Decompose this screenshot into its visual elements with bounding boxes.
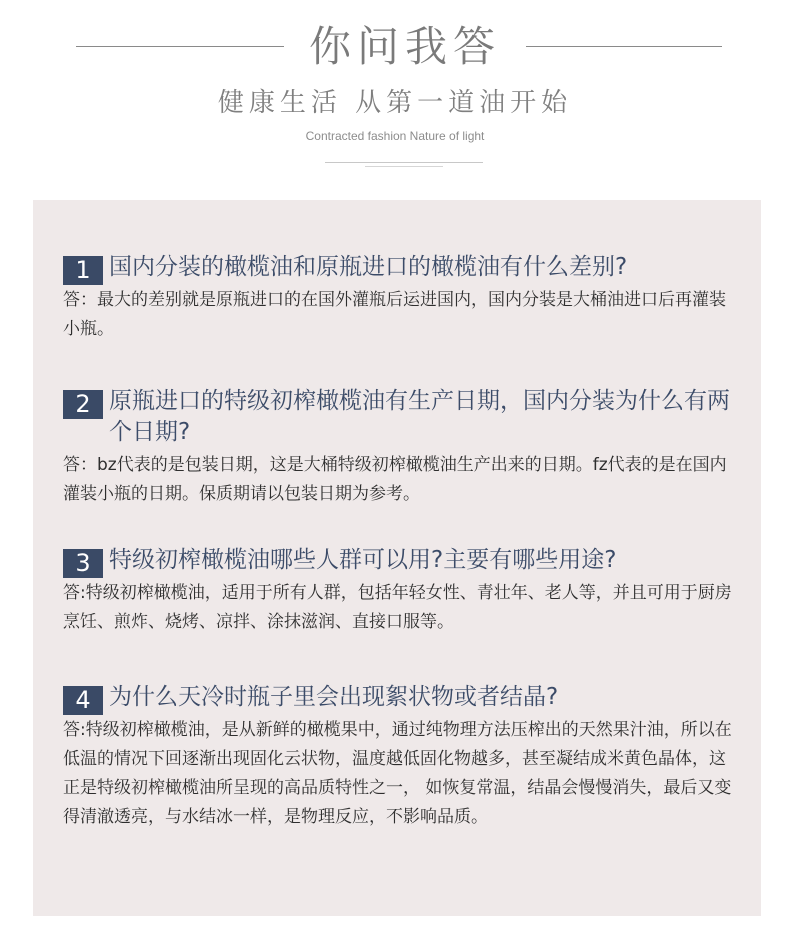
- question-text: 国内分装的橄榄油和原瓶进口的橄榄油有什么差别?: [109, 254, 628, 280]
- question-heading: [63, 252, 733, 283]
- question-number-badge: 1: [63, 256, 103, 285]
- page-subtitle-english: Contracted fashion Nature of light: [305, 129, 485, 143]
- question-number-badge: 3: [63, 549, 103, 578]
- faq-item-2: [63, 386, 733, 509]
- title-divider-right: [526, 46, 722, 47]
- question-number-badge: 4: [63, 686, 103, 715]
- answer-text: 答：最大的差别就是原瓶进口的在国外灌瓶后运进国内，国内分装是大桶油进口后再灌装小瓶。: [63, 290, 726, 339]
- decorative-line: [325, 162, 483, 163]
- answer-text: 答:特级初榨橄榄油，是从新鲜的橄榄果中，通过纯物理方法压榨出的天然果汁油，所以在低温的情况下回逐渐出现固化云状物，温度越低固化物越多，甚至凝结成米黄色晶体，这正是特级初榨橄榄油所呈现的高品质特性之一， 如恢复常温，结晶会慢慢消失，最后又变得清澈透亮，与水结冰一样，是物理反应，不影响品质。: [63, 720, 732, 827]
- question-text: 特级初榨橄榄油哪些人群可以用?主要有哪些用途?: [109, 547, 617, 573]
- title-divider-left: [76, 46, 284, 47]
- page-subtitle: 健康生活 从第一道油开始: [217, 88, 573, 118]
- faq-item-1: [63, 252, 733, 344]
- question-number-badge: 2: [63, 390, 103, 419]
- answer-text: 答：bz代表的是包装日期，这是大桶特级初榨橄榄油生产出来的日期。fz代表的是在国内灌装小瓶的日期。保质期请以包装日期为参考。: [63, 455, 727, 504]
- question-heading: [63, 682, 733, 713]
- answer-text: 答:特级初榨橄榄油，适用于所有人群，包括年轻女性、青壮年、老人等，并且可用于厨房烹饪、煎炸、烧烤、凉拌、涂抹滋润、直接口服等。: [63, 583, 732, 632]
- question-text: 为什么天冷时瓶子里会出现絮状物或者结晶?: [109, 684, 559, 710]
- page-title: 你问我答: [308, 22, 501, 71]
- page-header: [0, 0, 790, 190]
- faq-item-3: [63, 545, 733, 637]
- question-text: 原瓶进口的特级初榨橄榄油有生产日期，国内分装为什么有两个日期?: [109, 388, 730, 445]
- decorative-line: [365, 166, 443, 167]
- title-row: [0, 10, 790, 80]
- question-heading: [63, 545, 733, 576]
- faq-panel: [33, 200, 761, 916]
- question-heading: [63, 386, 733, 448]
- faq-item-4: [63, 682, 733, 832]
